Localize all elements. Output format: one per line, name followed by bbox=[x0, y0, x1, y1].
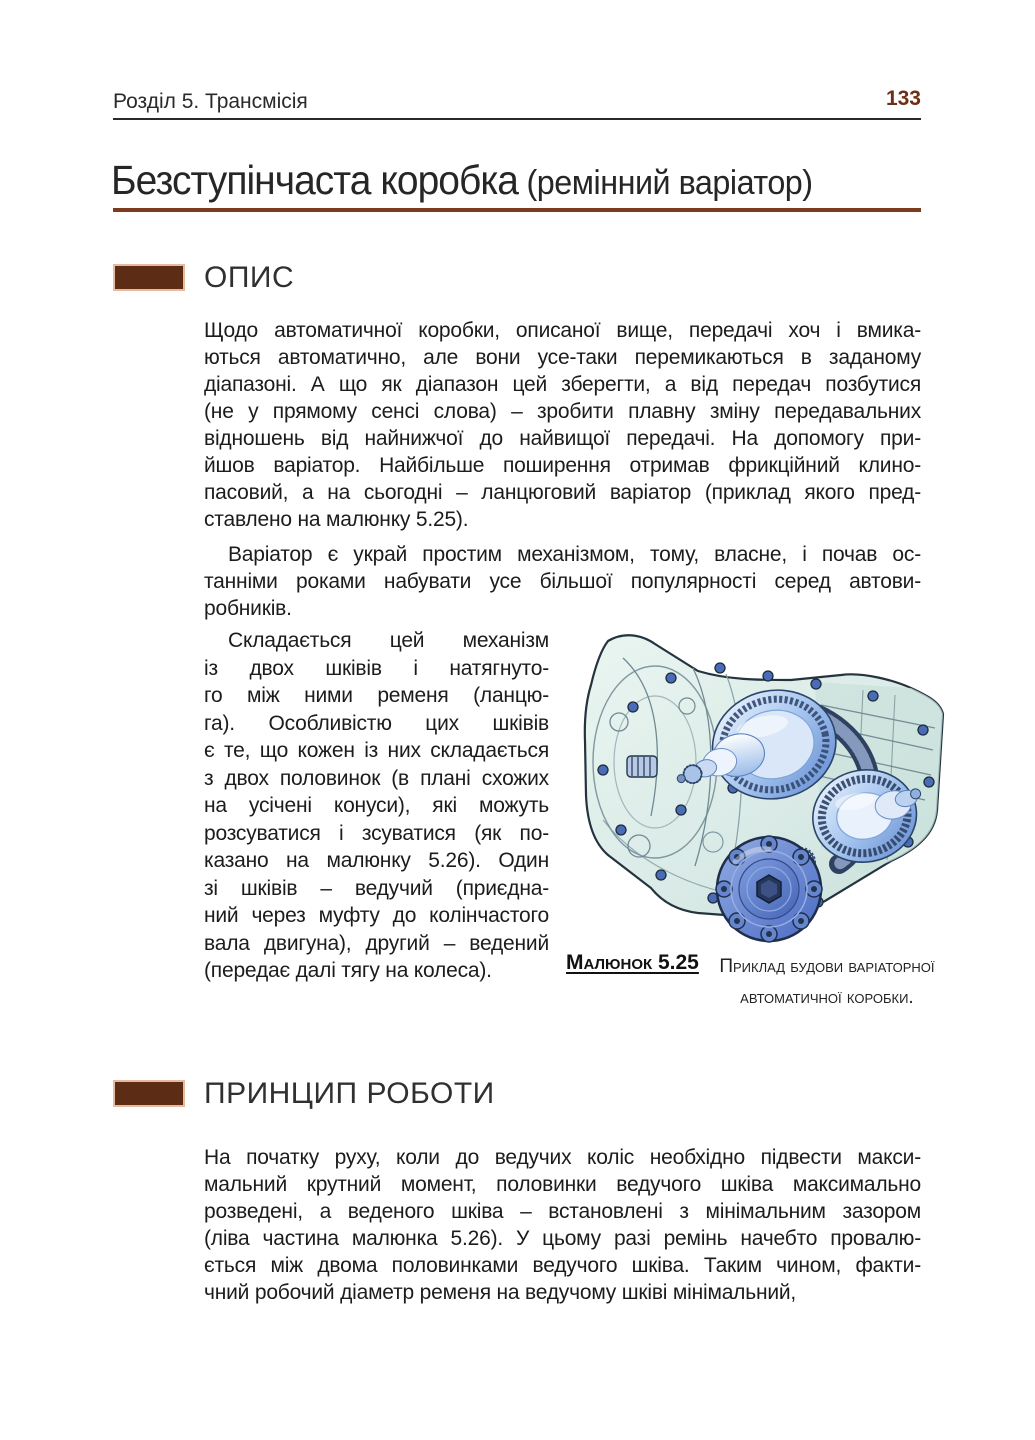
text-line: відношень від найнижчої до найвищої передачі. На допомогу при- bbox=[204, 427, 921, 450]
text-line: ставлено на малюнку 5.25). bbox=[204, 508, 469, 531]
figure-caption-label: Малюнок 5.25 bbox=[566, 951, 699, 974]
text-line: Складається цей механізм bbox=[228, 629, 549, 652]
text-line: з двох половинок (в плані схожих bbox=[204, 766, 549, 790]
text-line: ний через муфту до колінчастого bbox=[204, 904, 549, 927]
text-line: танніми роками набувати усе більшої популярності серед автови- bbox=[204, 570, 921, 593]
page-title-sub: (ремінний варіатор) bbox=[518, 164, 813, 202]
text-line: Приклад будови варіаторної bbox=[719, 956, 935, 977]
figure-caption bbox=[566, 951, 946, 1013]
input-shaft-stub bbox=[627, 756, 657, 777]
paragraph-1 bbox=[204, 317, 921, 533]
text-line: зі шківів – ведучий (приєдна- bbox=[204, 876, 549, 900]
section-heading-opys: ОПИС bbox=[204, 261, 295, 294]
text-line: ються автоматично, але вони усе-таки перемикаються в заданому bbox=[204, 346, 921, 369]
title-rule bbox=[113, 208, 921, 212]
text-line: вала двигуна), другий – ведений bbox=[204, 931, 549, 955]
text-line: автоматичної коробки. bbox=[740, 987, 914, 1008]
text-line: із двох шківів і натягнуто- bbox=[204, 656, 549, 680]
gearbox-figure-illustration bbox=[563, 610, 957, 946]
text-line: робників. bbox=[204, 597, 292, 620]
text-line: чний робочий діаметр ременя на ведучому шківі мінімальний, bbox=[204, 1281, 797, 1304]
output-flange bbox=[716, 836, 822, 942]
section-marker-opys bbox=[113, 264, 185, 291]
page-title bbox=[111, 157, 813, 204]
text-line: мальний крутний момент, половинки ведучого шківа максимально bbox=[204, 1173, 921, 1196]
text-line: (не у прямому сенсі слова) – зробити плавну зміну передавальних bbox=[204, 400, 921, 423]
text-line: Щодо автоматичної коробки, описаної вище, передачі хоч і вмика- bbox=[204, 319, 921, 342]
paragraph-4 bbox=[204, 1144, 921, 1306]
text-line: На початку руху, коли до ведучих коліс необхідно підвести макси- bbox=[204, 1146, 921, 1169]
section-marker-pryntsyp-roboty bbox=[113, 1080, 185, 1107]
text-line: діапазоні. А що як діапазон цей зберегти, а від передач позбутися bbox=[204, 373, 921, 396]
text-line: Варіатор є украй простим механізмом, тому, власне, і почав ос- bbox=[228, 543, 921, 566]
header-rule bbox=[113, 118, 921, 120]
gearbox-figure-svg bbox=[563, 610, 957, 946]
figure-caption-text bbox=[708, 951, 946, 1013]
section-heading-pryntsyp-roboty: ПРИНЦИП РОБОТИ bbox=[204, 1077, 495, 1110]
running-head-chapter: Розділ 5. Трансмісія bbox=[113, 90, 308, 113]
text-line: є те, що кожен із них складається bbox=[204, 739, 549, 762]
text-line: йшов варіатор. Найбільше поширення отримав фрикційний клино- bbox=[204, 454, 921, 477]
page-number: 133 bbox=[885, 87, 921, 110]
text-line: (передає далі тягу на колеса). bbox=[204, 959, 492, 982]
text-line: пасовий, а на сьогодні – ланцюговий варіатор (приклад якого пред- bbox=[204, 481, 921, 504]
text-line: розсуватися і зсуватися (як по- bbox=[204, 821, 549, 845]
text-line: розведені, а веденого шківа – встановлені з мінімальним зазором bbox=[204, 1200, 921, 1223]
text-line: казано на малюнку 5.26). Один bbox=[204, 849, 549, 872]
text-line: (ліва частина малюнка 5.26). У цьому разі ремінь начебто провалю- bbox=[204, 1227, 921, 1250]
text-line: га). Особливістю цих шківів bbox=[204, 711, 549, 735]
page-title-main: Безступінчаста коробка bbox=[111, 157, 519, 203]
text-line: го між ними ременя (ланцю- bbox=[204, 684, 549, 707]
paragraph-3-narrow-column bbox=[204, 627, 549, 985]
text-line: ється між двома половинками ведучого шківа. Таким чином, факти- bbox=[204, 1254, 921, 1277]
text-line: на усічені конуси), які можуть bbox=[204, 794, 549, 817]
